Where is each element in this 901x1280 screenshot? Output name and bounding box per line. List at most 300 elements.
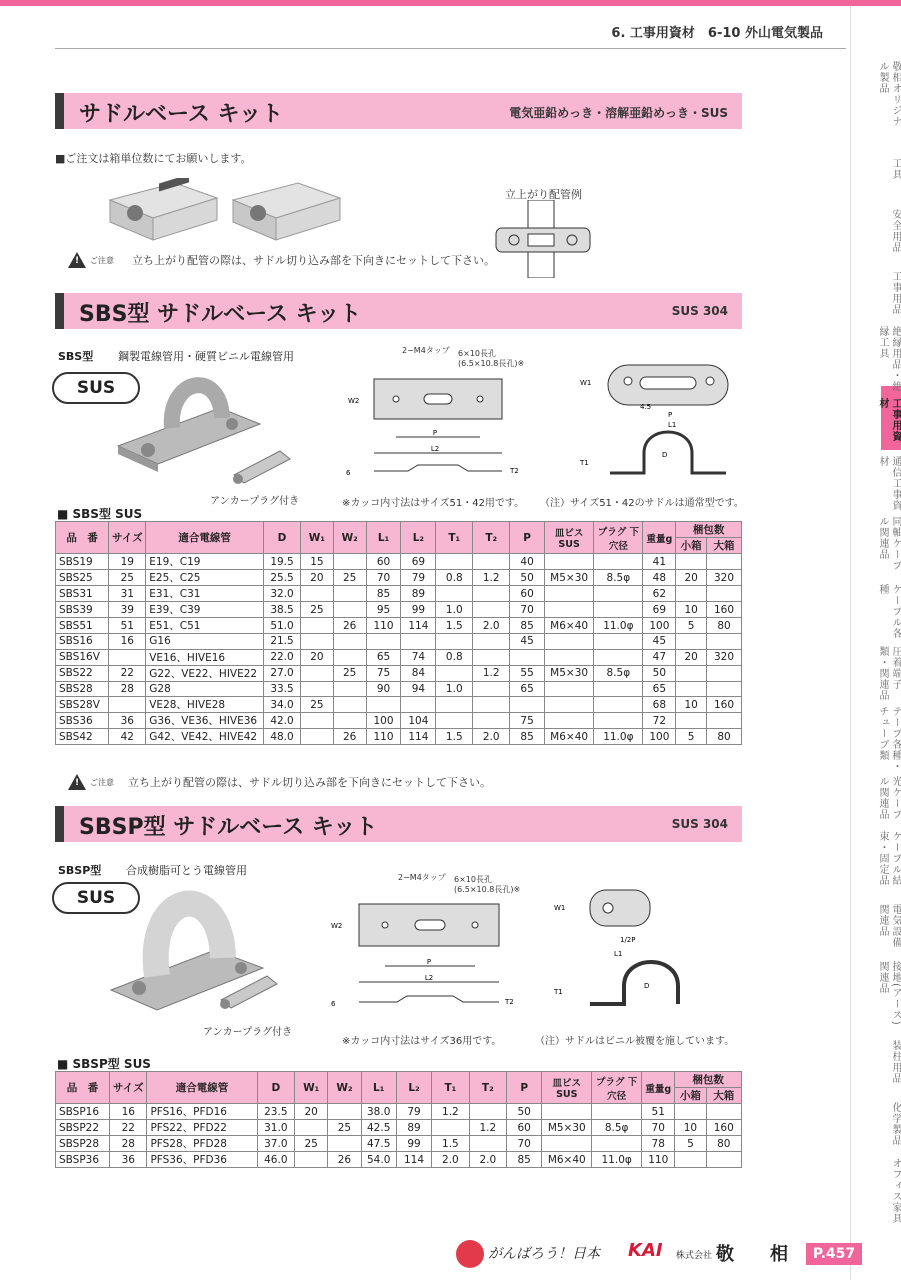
hole-label: 6×10長孔 [458, 349, 496, 358]
table-cell: G36、VE36、HIVE36 [146, 713, 264, 729]
table-cell: 114 [401, 729, 436, 745]
table-cell [300, 618, 333, 634]
table-cell: G22、VE22、HIVE22 [146, 665, 264, 681]
table-cell: SBS16 [56, 634, 109, 650]
table-cell [436, 634, 473, 650]
section-bar [55, 806, 64, 842]
tap-label: 2−M4タップ [398, 873, 446, 882]
table-cell: 65 [510, 681, 545, 697]
col-header-screw: 皿ビス SUS [545, 522, 594, 554]
col-header-plug-hole: プラグ 下穴径 [594, 522, 643, 554]
table-cell: 80 [706, 1136, 741, 1152]
table-cell: 25 [333, 665, 366, 681]
table-cell: 20 [295, 1104, 328, 1120]
table-cell: 41 [643, 554, 676, 570]
table-cell [109, 649, 146, 665]
table-header-row [56, 522, 742, 538]
table-cell: 2.0 [469, 1152, 506, 1168]
table-cell: 2.0 [473, 618, 510, 634]
table-cell [676, 586, 707, 602]
table-cell [328, 1104, 361, 1120]
table-cell: SBS31 [56, 586, 109, 602]
breadcrumb: 6. 工事用資材 6-10 外山電気製品 [611, 26, 823, 41]
table-row [56, 1152, 742, 1168]
footer-brand: KAI [628, 1240, 663, 1261]
anchor-plug-image [228, 445, 298, 485]
col-header-small-box: 小箱 [675, 1088, 706, 1104]
table-cell: 60 [507, 1120, 542, 1136]
table-cell: VE28、HIVE28 [146, 697, 264, 713]
table-cell: 114 [401, 618, 436, 634]
table-cell [706, 1104, 741, 1120]
col-header-d: D [257, 1072, 294, 1104]
table-cell: M5×30 [542, 1120, 592, 1136]
table-cell: SBS22 [56, 665, 109, 681]
col-header-weight: 重量g [642, 1072, 675, 1104]
table-row [56, 729, 742, 745]
col-header-w2: W₂ [328, 1072, 361, 1104]
sidebar-item-14[interactable]: 接地(アース)関連品 [877, 961, 901, 1026]
table-cell: 20 [676, 570, 707, 586]
table-cell: M6×40 [542, 1152, 592, 1168]
table-row [56, 697, 742, 713]
col-header-conduit: 適合電線管 [147, 1072, 257, 1104]
table-cell [473, 634, 510, 650]
dimension-note-2: （注）サドルはビニル被覆を施しています。 [535, 1036, 735, 1047]
table-cell [707, 634, 742, 650]
col-header-w1: W₁ [300, 522, 333, 554]
table-cell: 47 [643, 649, 676, 665]
type-label: SBSP型 [58, 864, 102, 877]
sidebar-item-3[interactable]: 工事用品 [890, 271, 901, 315]
sidebar-item-9[interactable]: 圧着端子類・関連品 [877, 646, 901, 701]
table-cell [436, 713, 473, 729]
table-cell: SBS25 [56, 570, 109, 586]
sidebar [850, 6, 901, 1280]
table-cell [594, 634, 643, 650]
table-cell [707, 586, 742, 602]
table-cell: PFS16、PFD16 [147, 1104, 257, 1120]
table-cell: 100 [643, 729, 676, 745]
table-cell [676, 665, 707, 681]
svg-text:W2: W2 [331, 922, 343, 930]
table-cell [592, 1104, 642, 1120]
hole-label-2: (6.5×10.8長孔)※ [458, 359, 525, 368]
table-cell: 48 [643, 570, 676, 586]
table-cell: 95 [366, 602, 401, 618]
table-cell: 90 [366, 681, 401, 697]
anchor-plug-image [215, 970, 285, 1010]
table-cell: 89 [396, 1120, 431, 1136]
sidebar-item-5[interactable]: 工事用資材 [877, 398, 901, 442]
table-row [56, 681, 742, 697]
section-header-sbs [55, 293, 742, 329]
table-cell [469, 1136, 506, 1152]
type-description: 合成樹脂可とう電線管用 [126, 864, 247, 877]
table-cell [295, 1152, 328, 1168]
sidebar-item-17[interactable]: オフィス家具 [890, 1158, 901, 1224]
caution-text: 立ち上がり配管の際は、サドル切り込み部を下向きにセットして下さい。 [128, 776, 491, 789]
section-subtitle: SUS 304 [671, 817, 728, 831]
sidebar-item-1[interactable]: 工具 [890, 158, 901, 180]
table-row [56, 665, 742, 681]
table-cell [473, 554, 510, 570]
col-header-t1: T₁ [436, 522, 473, 554]
table-cell: M5×30 [545, 570, 594, 586]
table-cell: SBSP36 [56, 1152, 110, 1168]
table-cell: 40 [510, 554, 545, 570]
sidebar-item-0[interactable]: 敬相オリジナル製品 [877, 61, 901, 127]
footer-logo-icon [456, 1240, 484, 1268]
table-cell: PFS22、PFD22 [147, 1120, 257, 1136]
table-cell: 50 [510, 570, 545, 586]
table-cell: 51 [109, 618, 146, 634]
sidebar-item-16[interactable]: 化学製品 [890, 1102, 901, 1146]
sidebar-item-4[interactable]: 絶縁用品・絶縁工具 [877, 326, 901, 392]
sidebar-item-10[interactable]: テープ各種・チューブ類 [877, 706, 901, 772]
table-cell: 160 [707, 697, 742, 713]
table-cell [707, 681, 742, 697]
table-cell: 94 [401, 681, 436, 697]
table-cell: 36 [110, 1152, 147, 1168]
table-row [56, 570, 742, 586]
table-cell [295, 1120, 328, 1136]
table-cell: 84 [401, 665, 436, 681]
table-cell [545, 713, 594, 729]
col-header-w2: W₂ [333, 522, 366, 554]
table-cell [300, 681, 333, 697]
sidebar-item-6[interactable]: 通信工事資材 [877, 456, 901, 511]
table-cell: 85 [366, 586, 401, 602]
col-header-screw: 皿ビス SUS [542, 1072, 592, 1104]
table-cell: 11.0φ [592, 1152, 642, 1168]
table-cell: 89 [401, 586, 436, 602]
table-cell: 100 [366, 713, 401, 729]
table-cell: 65 [643, 681, 676, 697]
table-cell: 33.5 [264, 681, 301, 697]
table-cell [473, 586, 510, 602]
table-cell: 99 [401, 602, 436, 618]
table-cell: 25 [328, 1120, 361, 1136]
tap-label: 2−M4タップ [402, 346, 450, 355]
table-cell: 2.0 [473, 729, 510, 745]
col-header-p: P [507, 1072, 542, 1104]
sidebar-item-12[interactable]: ケーブル結束・固定品 [877, 831, 901, 886]
order-note: ■ご注文は箱単位数にてお願いします。 [55, 152, 252, 165]
table-cell: 5 [676, 618, 707, 634]
section-bar [55, 93, 64, 129]
table-cell: 80 [707, 729, 742, 745]
table-cell [432, 1120, 469, 1136]
table-row [56, 1136, 742, 1152]
table-cell: SBS28 [56, 681, 109, 697]
table-cell: 62 [643, 586, 676, 602]
table-cell: 1.5 [436, 618, 473, 634]
table-cell: 0.8 [436, 649, 473, 665]
table-cell: M6×40 [545, 729, 594, 745]
col-header-t2: T₂ [469, 1072, 506, 1104]
table-cell [545, 586, 594, 602]
table-cell [473, 602, 510, 618]
table-cell [510, 697, 545, 713]
svg-text:W1: W1 [554, 904, 566, 912]
caution-label: ご注意 [90, 777, 114, 787]
table-cell: PFS36、PFD36 [147, 1152, 257, 1168]
table-cell [510, 649, 545, 665]
table-cell [436, 554, 473, 570]
anchor-caption: アンカープラグ付き [203, 1027, 293, 1038]
table-cell [333, 649, 366, 665]
table-cell: 38.5 [264, 602, 301, 618]
sidebar-item-7[interactable]: 同軸ケーブル関連品 [877, 516, 901, 571]
divider [55, 48, 846, 49]
table-cell: 69 [643, 602, 676, 618]
section-header-sbsp [55, 806, 742, 842]
table-cell: SBS39 [56, 602, 109, 618]
col-header-l2: L₂ [396, 1072, 431, 1104]
table-cell [675, 1104, 706, 1120]
product-box-image-2 [228, 178, 343, 243]
table-cell: 5 [676, 729, 707, 745]
page-number: P.457 [806, 1243, 862, 1265]
col-header-large-box: 大箱 [706, 1088, 741, 1104]
table-cell: SBS19 [56, 554, 109, 570]
table-cell: 79 [401, 570, 436, 586]
table-cell: 26 [328, 1152, 361, 1168]
svg-text:4.5: 4.5 [640, 403, 652, 411]
table-cell: 38.0 [361, 1104, 396, 1120]
sidebar-item-13[interactable]: 電気設備関連品 [877, 904, 901, 948]
table-cell: 25 [295, 1136, 328, 1152]
table-cell: 104 [401, 713, 436, 729]
table-cell: 1.2 [469, 1120, 506, 1136]
dimension-note-1: ※カッコ内寸法はサイズ51・42用です。 [342, 498, 525, 509]
table-cell [676, 681, 707, 697]
table-cell: 22 [110, 1120, 147, 1136]
table-cell: 110 [366, 729, 401, 745]
table-cell: G28 [146, 681, 264, 697]
col-header-conduit: 適合電線管 [146, 522, 264, 554]
riser-pipe-diagram [494, 200, 594, 278]
table-cell [401, 634, 436, 650]
table-cell [473, 681, 510, 697]
col-header-plug-hole: プラグ 下穴径 [592, 1072, 642, 1104]
table-cell [333, 681, 366, 697]
top-bar [0, 0, 901, 6]
sidebar-item-2[interactable]: 安全用品 [890, 208, 901, 253]
table-cell [545, 554, 594, 570]
table-cell [594, 697, 643, 713]
table-cell [300, 729, 333, 745]
caution-1 [68, 252, 495, 268]
table-cell [333, 586, 366, 602]
col-header-size: サイズ [109, 522, 146, 554]
table-cell [436, 586, 473, 602]
table-cell: 19.5 [264, 554, 301, 570]
table-row [56, 713, 742, 729]
sbs-spec-table [55, 521, 742, 745]
table-cell: M5×30 [545, 665, 594, 681]
table-cell [545, 634, 594, 650]
table-cell [473, 697, 510, 713]
table-cell: G42、VE42、HIVE42 [146, 729, 264, 745]
table-cell: 320 [707, 649, 742, 665]
sus-badge: SUS [52, 372, 140, 404]
table-cell: 75 [510, 713, 545, 729]
table-cell: 25 [300, 602, 333, 618]
section-subtitle: SUS 304 [671, 304, 728, 318]
table-cell: 31 [109, 586, 146, 602]
table-cell: SBSP28 [56, 1136, 110, 1152]
table-row [56, 554, 742, 570]
table-cell: 5 [675, 1136, 706, 1152]
table-cell: 50 [643, 665, 676, 681]
svg-text:D: D [644, 982, 650, 990]
table-cell: SBS36 [56, 713, 109, 729]
table-title: ■ SBS型 SUS [57, 507, 143, 521]
table-cell [366, 634, 401, 650]
caution-text: 立ち上がり配管の際は、サドル切り込み部を下向きにセットして下さい。 [132, 254, 495, 267]
svg-text:W1: W1 [580, 379, 592, 387]
hole-label-2: (6.5×10.8長孔)※ [454, 885, 521, 894]
table-cell: 25 [300, 697, 333, 713]
table-cell: E51、C51 [146, 618, 264, 634]
svg-text:6: 6 [331, 1000, 336, 1008]
table-cell: 42.5 [361, 1120, 396, 1136]
sidebar-item-15[interactable]: 装柱用品 [890, 1039, 901, 1084]
table-cell: 19 [109, 554, 146, 570]
table-cell [473, 713, 510, 729]
table-cell: 60 [366, 554, 401, 570]
col-header-d: D [264, 522, 301, 554]
table-cell: 110 [366, 618, 401, 634]
table-cell: 70 [642, 1120, 675, 1136]
table-cell: E31、C31 [146, 586, 264, 602]
table-cell: 0.8 [436, 570, 473, 586]
sidebar-item-11[interactable]: 光ケーブル関連品 [877, 776, 901, 820]
table-cell: 70 [510, 602, 545, 618]
table-row [56, 618, 742, 634]
table-cell: SBSP22 [56, 1120, 110, 1136]
table-row [56, 602, 742, 618]
table-cell [300, 586, 333, 602]
table-cell: E39、C39 [146, 602, 264, 618]
table-cell [545, 602, 594, 618]
svg-text:T2: T2 [510, 467, 519, 475]
table-cell [594, 554, 643, 570]
table-cell: VE16、HIVE16 [146, 649, 264, 665]
col-header-t1: T₁ [432, 1072, 469, 1104]
table-cell: 48.0 [264, 729, 301, 745]
table-cell [594, 649, 643, 665]
product-box-image-1 [105, 178, 220, 243]
table-cell [333, 634, 366, 650]
table-cell: 1.2 [473, 570, 510, 586]
table-cell [676, 713, 707, 729]
table-cell [401, 697, 436, 713]
section-header-saddle-base-kit [55, 93, 742, 129]
table-cell [300, 713, 333, 729]
table-cell: 8.5φ [594, 570, 643, 586]
table-cell: 10 [676, 602, 707, 618]
table-cell: 42 [109, 729, 146, 745]
hole-label: 6×10長孔 [454, 875, 492, 884]
table-cell [594, 602, 643, 618]
table-cell [473, 649, 510, 665]
table-cell [333, 554, 366, 570]
table-cell: 46.0 [257, 1152, 294, 1168]
riser-example-label: 立上がり配管例 [505, 188, 582, 201]
footer-name-1: 敬 [716, 1244, 734, 1265]
table-cell: 28 [109, 681, 146, 697]
table-row [56, 1104, 742, 1120]
table-cell: 110 [642, 1152, 675, 1168]
caution-label: ご注意 [90, 255, 114, 265]
table-cell: 1.0 [436, 681, 473, 697]
sidebar-item-8[interactable]: ケーブル各種 [877, 584, 901, 639]
table-cell: 25 [333, 570, 366, 586]
table-cell: 20 [676, 649, 707, 665]
table-cell: 70 [507, 1136, 542, 1152]
col-header-part-no: 品 番 [56, 522, 109, 554]
table-cell: 26 [333, 618, 366, 634]
table-cell: 16 [109, 634, 146, 650]
footer-company: 株式会社 [676, 1251, 713, 1261]
table-cell: 114 [396, 1152, 431, 1168]
table-cell: 22 [109, 665, 146, 681]
table-cell: 85 [507, 1152, 542, 1168]
col-header-w1: W₁ [295, 1072, 328, 1104]
table-cell: 21.5 [264, 634, 301, 650]
table-cell: 31.0 [257, 1120, 294, 1136]
table-cell [109, 697, 146, 713]
table-cell: G16 [146, 634, 264, 650]
table-cell: 16 [110, 1104, 147, 1120]
table-cell: 85 [510, 618, 545, 634]
table-cell: 15 [300, 554, 333, 570]
col-header-t2: T₂ [473, 522, 510, 554]
table-cell: 1.2 [432, 1104, 469, 1120]
table-cell [707, 713, 742, 729]
table-cell [300, 634, 333, 650]
table-cell: 25 [109, 570, 146, 586]
table-cell: 1.2 [473, 665, 510, 681]
svg-text:L1: L1 [614, 950, 623, 958]
table-cell: 80 [707, 618, 742, 634]
table-cell: 74 [401, 649, 436, 665]
table-title: ■ SBSP型 SUS [57, 1057, 151, 1071]
table-cell: 39 [109, 602, 146, 618]
svg-text:L2: L2 [430, 445, 440, 453]
col-header-weight: 重量g [643, 522, 676, 554]
table-cell [545, 681, 594, 697]
table-cell [436, 665, 473, 681]
table-cell [592, 1136, 642, 1152]
table-cell: 100 [643, 618, 676, 634]
table-cell: 11.0φ [594, 729, 643, 745]
section-bar [55, 293, 64, 329]
anchor-caption: アンカープラグ付き [210, 496, 300, 507]
table-cell [594, 713, 643, 729]
table-cell [676, 634, 707, 650]
table-cell: 99 [396, 1136, 431, 1152]
type-label: SBS型 [58, 350, 94, 363]
table-cell [675, 1152, 706, 1168]
dimension-note-2: （注）サイズ51・42のサドルは通常型です。 [540, 498, 744, 509]
table-cell: 69 [401, 554, 436, 570]
svg-text:T2: T2 [505, 998, 514, 1006]
section-title: SBSP型 サドルベース キット [79, 815, 378, 840]
